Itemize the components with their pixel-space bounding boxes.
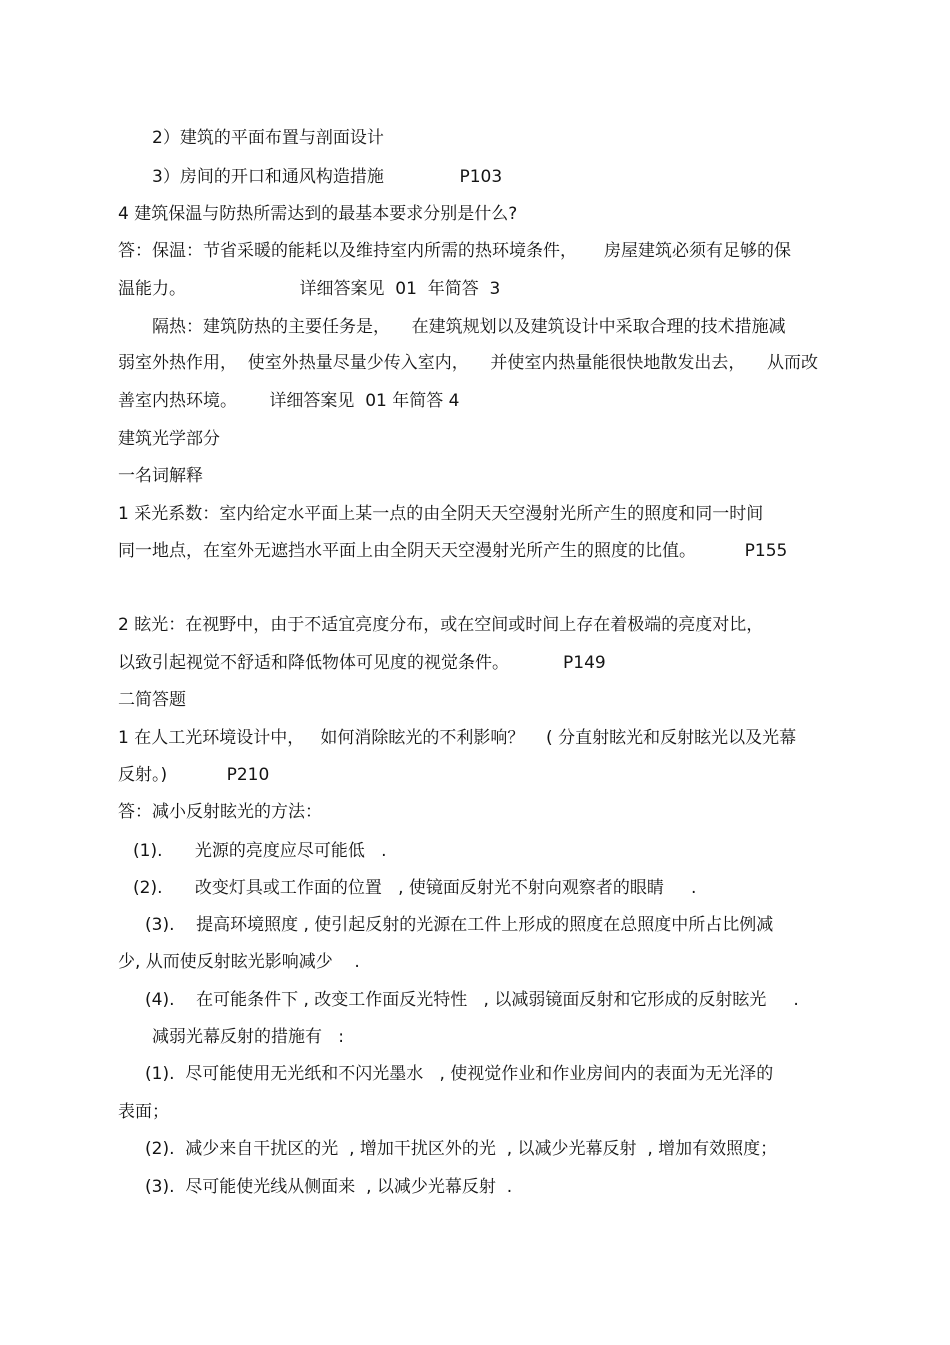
list-item: (4). 在可能条件下 , 改变工作面反光特性 , 以减弱镜面反射和它形成的反射眩光 . — [145, 990, 799, 1010]
list-item: (3). 尽可能使光线从侧面来 , 以减少光幕反射 . — [145, 1177, 513, 1197]
list-item: (2). 减少来自干扰区的光 , 增加干扰区外的光 , 以减少光幕反射 , 增加有效照度； — [145, 1139, 778, 1159]
text-line: 3）房间的开口和通风构造措施 P103 — [152, 167, 503, 187]
list-item: (1). 尽可能使用无光纸和不闪光墨水 , 使视觉作业和作业房间内的表面为无光泽的 — [145, 1064, 774, 1084]
text-line: 2）建筑的平面布置与剖面设计 — [152, 128, 384, 148]
text-line: 1 采光系数：室内给定水平面上某一点的由全阴天天空漫射光所产生的照度和同一时间 — [118, 504, 764, 524]
text-line: 以致引起视觉不舒适和降低物体可见度的视觉条件。 P149 — [118, 653, 606, 673]
section-heading: 一名词解释 — [118, 466, 203, 486]
list-item: (1). 光源的亮度应尽可能低 . — [133, 841, 387, 861]
text-line: 表面； — [118, 1102, 169, 1122]
text-line: 温能力。 详细答案见 01 年简答 3 — [118, 279, 501, 299]
text-line: 善室内热环境。 详细答案见 01 年简答 4 — [118, 391, 460, 411]
text-line: 答：减小反射眩光的方法： — [118, 802, 322, 822]
text-line: 4 建筑保温与防热所需达到的最基本要求分别是什么? — [118, 204, 518, 224]
text-line: 减弱光幕反射的措施有 : — [152, 1027, 344, 1047]
list-item: (2). 改变灯具或工作面的位置 , 使镜面反射光不射向观察者的眼睛 . — [133, 878, 697, 898]
text-line: 同一地点，在室外无遮挡水平面上由全阴天天空漫射光所产生的照度的比值。 P155 — [118, 541, 788, 561]
text-line: 少, 从而使反射眩光影响减少 . — [118, 952, 360, 972]
text-line: 2 眩光：在视野中，由于不适宜亮度分布，或在空间或时间上存在着极端的亮度对比， — [118, 615, 764, 635]
text-line: 答：保温：节省采暖的能耗以及维持室内所需的热环境条件， 房屋建筑必须有足够的保 — [118, 241, 792, 261]
section-heading: 二简答题 — [118, 690, 186, 710]
section-heading: 建筑光学部分 — [118, 429, 220, 449]
text-line: 反射。) P210 — [118, 765, 270, 785]
list-item: (3). 提高环境照度 , 使引起反射的光源在工件上形成的照度在总照度中所占比例减 — [145, 915, 774, 935]
text-line: 1 在人工光环境设计中， 如何消除眩光的不利影响？ ( 分直射眩光和反射眩光以及光幕 — [118, 728, 797, 748]
text-line: 隔热：建筑防热的主要任务是， 在建筑规划以及建筑设计中采取合理的技术措施减 — [152, 317, 786, 337]
text-line: 弱室外热作用， 使室外热量尽量少传入室内， 并使室内热量能很快地散发出去， 从而改 — [118, 353, 819, 373]
